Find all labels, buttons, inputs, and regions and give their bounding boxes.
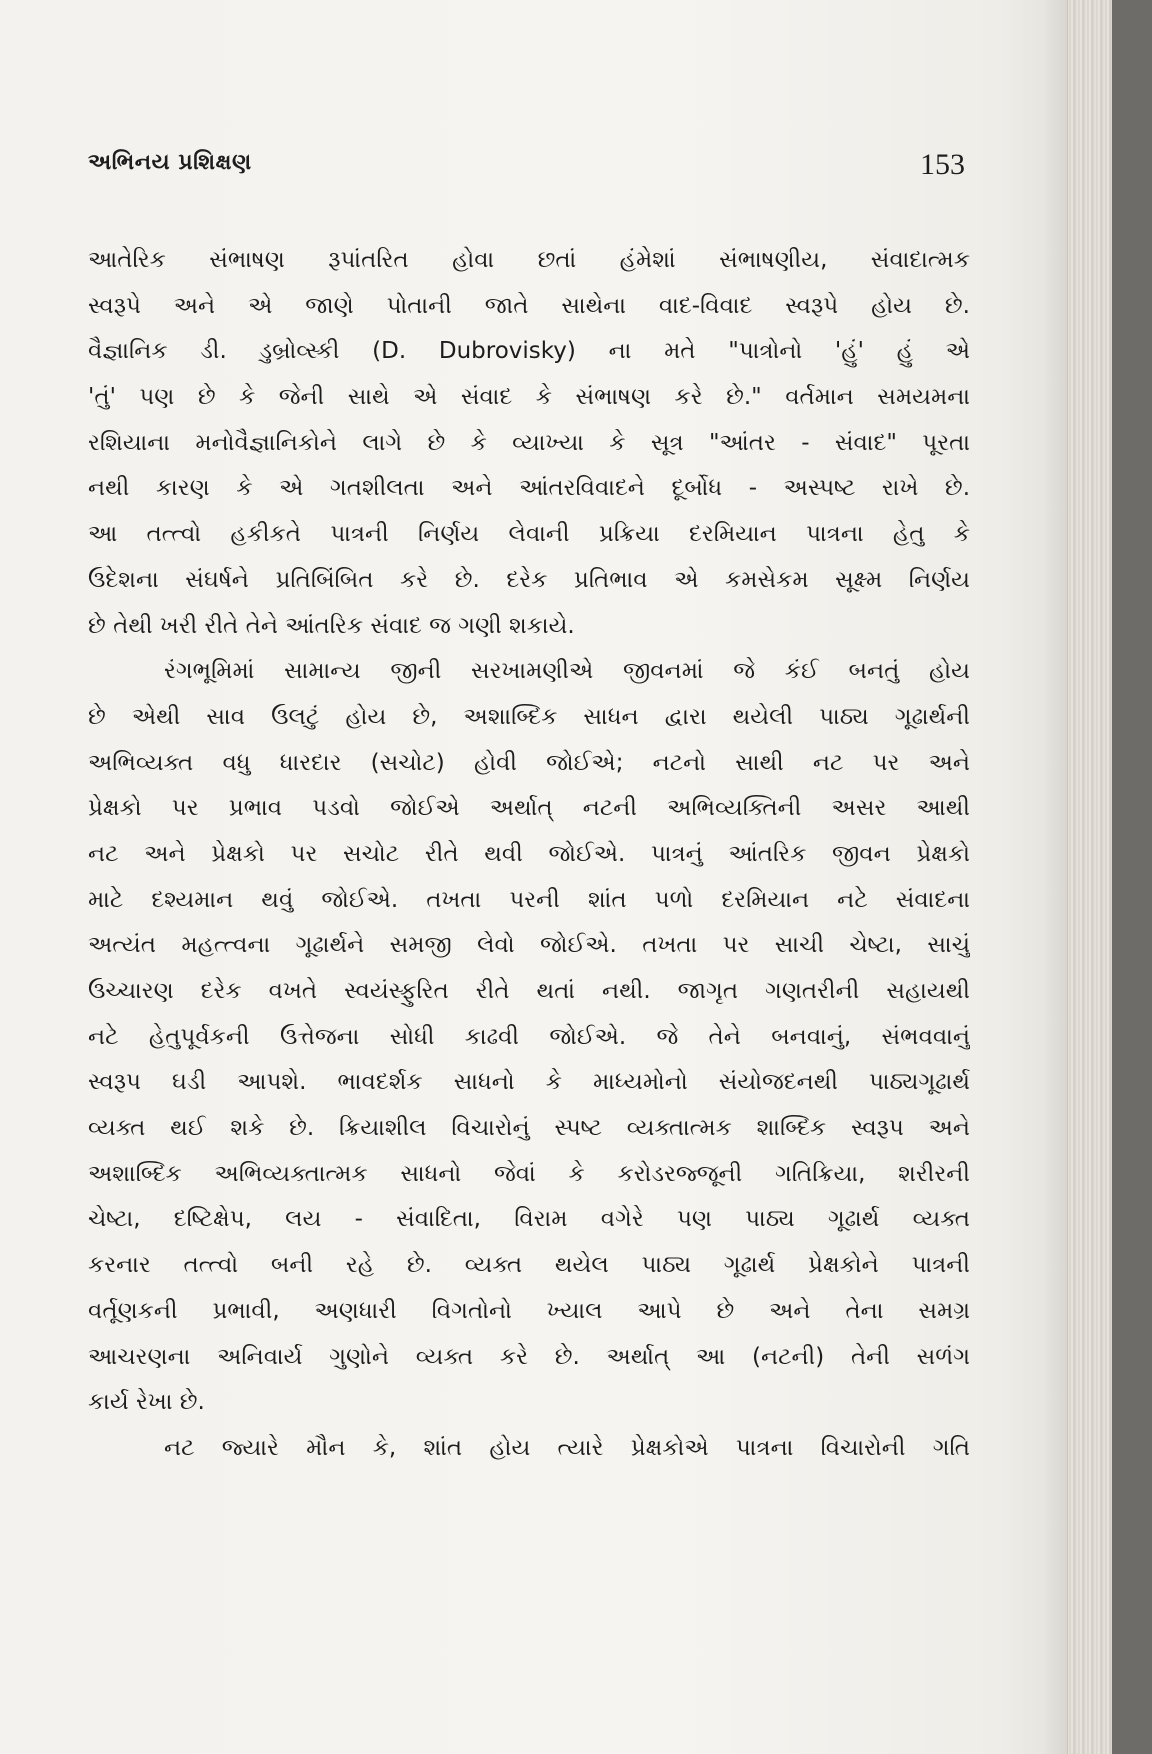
text-line: માટે દશ્યમાન થવું જોઈએ. તખતા પરની શાંત પળો દરમિયાન નટે સંવાદના: [88, 886, 970, 913]
text-line: સ્વરૂપે અને એ જાણે પોતાની જાતે સાથેના વાદ-વિવાદ સ્વરૂપે હોય છે.: [88, 292, 970, 319]
text-line: અશાબ્દિક અભિવ્યક્તાત્મક સાધનો જેવાં કે કરોડરજ્જૂની ગતિક્રિયા, શરીરની: [88, 1160, 970, 1187]
text-line: કાર્ય રેખા છે.: [88, 1389, 205, 1416]
text-line: નથી કારણ કે એ ગતશીલતા અને આંતરવિવાદને દૂર્બોધ - અસ્પષ્ટ રાખે છે.: [88, 475, 970, 502]
text-line: નટ અને પ્રેક્ષકો પર સચોટ રીતે થવી જોઈએ. પાત્રનું આંતરિક જીવન પ્રેક્ષકો: [88, 840, 970, 867]
text-line: નટે હેતુપૂર્વકની ઉત્તેજના સોધી કાઢવી જોઈએ. જે તેને બનવાનું, સંભવવાનું: [88, 1023, 970, 1050]
text-line: સ્વરૂપ ઘડી આપશે. ભાવદર્શક સાધનો કે માધ્યમોનો સંયોજદનથી પાઠ્યગૂઢાર્થ: [88, 1069, 970, 1096]
text-line: વ્યક્ત થઈ શકે છે. ક્રિયાશીલ વિચારોનું સ્પષ્ટ વ્યક્તાત્મક શાબ્દિક સ્વરૂપ અને: [88, 1115, 970, 1142]
text-line: અત્યંત મહત્ત્વના ગૂઢાર્થને સમજી લેવો જોઈએ. તખતા પર સાચી ચેષ્ટા, સાચું: [88, 932, 970, 959]
text-line: છે એથી સાવ ઉલટું હોય છે, અશાબ્દિક સાધન દ્વારા થયેલી પાઠ્ય ગૂઢાર્થની: [88, 703, 970, 730]
text-line: 'તું' પણ છે કે જેની સાથે એ સંવાદ કે સંભાષણ કરે છે." વર્તમાન સમયમના: [88, 384, 970, 411]
text-line: કરનાર તત્ત્વો બની રહે છે. વ્યક્ત થયેલ પાઠ્ય ગૂઢાર્થ પ્રેક્ષકોને પાત્રની: [88, 1252, 970, 1279]
text-line: ઉચ્ચારણ દરેક વખતે સ્વયંસ્ફુરિત રીતે થતાં નથી. જાગૃત ગણતરીની સહાયથી: [88, 978, 970, 1004]
text-line: આ તત્ત્વો હકીકતે પાત્રની નિર્ણય લેવાની પ્રક્રિયા દરમિયાન પાત્રના હેતુ કે: [88, 521, 970, 548]
text-line: આચરણના અનિવાર્ય ગુણોને વ્યક્ત કરે છે. અર્થાત્ આ (નટની) તેની સળંગ: [88, 1343, 970, 1370]
text-line: રશિયાના મનોવૈજ્ઞાનિકોને લાગે છે કે વ્યાખ્યા કે સૂત્ર "આંતર - સંવાદ" પૂરતા: [88, 429, 970, 456]
text-line: વર્તૂણકની પ્રભાવી, અણધારી વિગતોનો ખ્યાલ આપે છે અને તેના સમગ્ર: [88, 1297, 970, 1324]
page-edge-stack: [1067, 0, 1112, 1754]
text-line: આતેરિક સંભાષણ રૂપાંતરિત હોવા છતાં હંમેશાં સંભાષણીય, સંવાદાત્મક: [88, 247, 970, 273]
page-number: 153: [920, 148, 965, 181]
text-line: પ્રેક્ષકો પર પ્રભાવ પડવો જોઈએ અર્થાત્ નટની અભિવ્યક્તિની અસર આથી: [88, 795, 970, 822]
text-line: રંગભૂમિમાં સામાન્ય જીની સરખામણીએ જીવનમાં જે કંઈ બનતું હોય: [164, 658, 970, 685]
text-line: અભિવ્યક્ત વધુ ધારદાર (સચોટ) હોવી જોઈએ; નટનો સાથી નટ પર અને: [88, 749, 970, 776]
body-text: [88, 238, 970, 1472]
text-line: છે તેથી ખરી રીતે તેને આંતરિક સંવાદ જ ગણી શકાયે.: [88, 612, 575, 639]
running-head: અભિનય પ્રશિક્ષણ: [88, 150, 252, 175]
text-line: નટ જ્યારે મૌન કે, શાંત હોય ત્યારે પ્રેક્ષકોએ પાત્રના વિચારોની ગતિ: [164, 1434, 970, 1461]
text-line: ચેષ્ટા, દષ્ટિક્ષેપ, લય - સંવાદિતા, વિરામ વગેરે પણ પાઠ્ય ગૂઢાર્થ વ્યક્ત: [88, 1206, 970, 1233]
text-line: વૈજ્ઞાનિક ડી. ડુબ્રોવ્સ્કી (D. Dubrovisky) ના મતે "પાત્રોનો 'હું' હું એ: [88, 338, 970, 365]
text-line: ઉદેશના સંઘર્ષને પ્રતિબિંબિત કરે છે. દરેક પ્રતિભાવ એ કમસેકમ સૂક્ષ્મ નિર્ણય: [88, 566, 970, 593]
